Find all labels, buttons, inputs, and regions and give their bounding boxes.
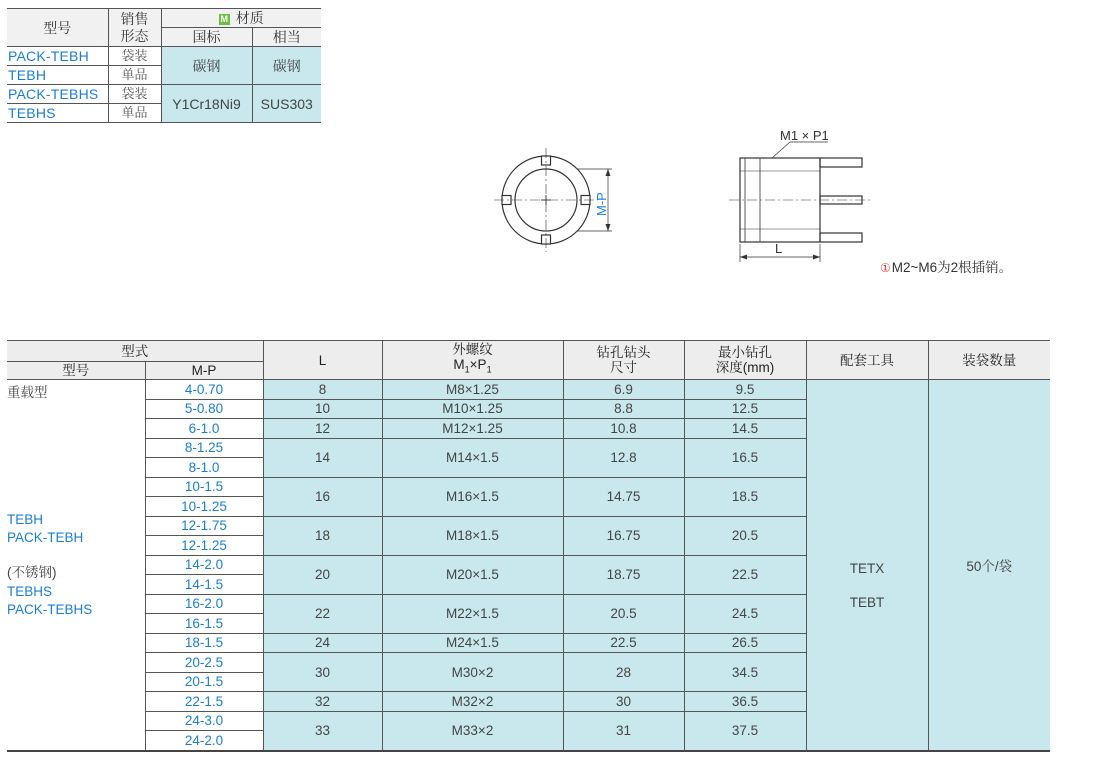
spec-table-body: [7, 380, 1050, 751]
header-mp: M-P: [145, 362, 263, 380]
mp-cell: 12-1.75: [145, 516, 263, 536]
header-sale-form: 销售 形态: [108, 9, 161, 47]
tools-cell: [806, 380, 928, 751]
l-cell: 12: [263, 419, 382, 439]
drill-cell: 16.75: [563, 516, 684, 555]
l-cell: 18: [263, 516, 382, 555]
header-type-group: 型式: [7, 341, 263, 362]
thread-cell: M32×2: [382, 692, 563, 712]
depth-cell: 34.5: [684, 653, 806, 692]
drill-cell: 12.8: [563, 438, 684, 477]
depth-cell: 18.5: [684, 477, 806, 516]
thread-cell: M10×1.25: [382, 399, 563, 419]
drill-cell: 20.5: [563, 594, 684, 633]
tool-name: TEBT: [849, 594, 885, 610]
mp-cell: 22-1.5: [145, 692, 263, 712]
drill-cell: 22.5: [563, 633, 684, 653]
mp-cell: 18-1.5: [145, 633, 263, 653]
mp-dimension-label: M-P: [594, 192, 609, 216]
thread-cell: M16×1.5: [382, 477, 563, 516]
type-label: PACK-TEBH: [7, 530, 84, 545]
l-cell: 20: [263, 555, 382, 594]
depth-cell: 9.5: [684, 380, 806, 400]
mp-cell: 10-1.5: [145, 477, 263, 497]
sale-form-cell: 袋装: [108, 85, 161, 104]
mp-cell: 6-1.0: [145, 419, 263, 439]
spec-table: [7, 340, 1050, 752]
type-column: [7, 380, 145, 751]
drill-cell: 10.8: [563, 419, 684, 439]
material-model-cell: TEBH: [7, 66, 108, 85]
l-cell: 14: [263, 438, 382, 477]
thread-cell: M22×1.5: [382, 594, 563, 633]
material-model-cell: PACK-TEBH: [7, 47, 108, 66]
material-equiv-cell: 碳钢: [252, 47, 321, 85]
thread-cell: M33×2: [382, 711, 563, 751]
thread-cell: M12×1.25: [382, 419, 563, 439]
mp-cell: 24-3.0: [145, 711, 263, 731]
header-equiv: 相当: [252, 28, 321, 47]
mp-cell: 16-2.0: [145, 594, 263, 614]
tool-name: TETX: [849, 560, 885, 576]
mp-cell: 12-1.25: [145, 536, 263, 556]
thread-cell: M20×1.5: [382, 555, 563, 594]
l-cell: 10: [263, 399, 382, 419]
type-label: TEBH: [7, 512, 44, 527]
header-tools: 配套工具: [806, 341, 928, 380]
drill-cell: 28: [563, 653, 684, 692]
thread-cell: M8×1.25: [382, 380, 563, 400]
l-cell: 33: [263, 711, 382, 751]
drill-cell: 30: [563, 692, 684, 712]
material-badge-icon: M: [220, 14, 228, 24]
mp-cell: 24-2.0: [145, 731, 263, 751]
type-label: TEBHS: [7, 584, 53, 599]
mp-cell: 8-1.0: [145, 458, 263, 478]
l-cell: 22: [263, 594, 382, 633]
mp-cell: 16-1.5: [145, 614, 263, 634]
type-label: (不锈钢): [7, 565, 57, 580]
thread-cell: M24×1.5: [382, 633, 563, 653]
header-model: 型号: [7, 9, 108, 47]
type-label: PACK-TEBHS: [7, 602, 93, 617]
mp-cell: 20-2.5: [145, 653, 263, 673]
depth-cell: 26.5: [684, 633, 806, 653]
sale-form-cell: 单品: [108, 66, 161, 85]
mp-cell: 5-0.80: [145, 399, 263, 419]
header-thread: 外螺纹 $M_1\times P_1$: [382, 341, 563, 380]
drill-cell: 8.8: [563, 399, 684, 419]
material-equiv-cell: SUS303: [252, 85, 321, 123]
sale-form-cell: 单品: [108, 104, 161, 123]
drill-cell: 18.75: [563, 555, 684, 594]
l-cell: 16: [263, 477, 382, 516]
l-cell: 32: [263, 692, 382, 712]
mp-cell: 4-0.70: [145, 380, 263, 400]
l-cell: 24: [263, 633, 382, 653]
depth-cell: 20.5: [684, 516, 806, 555]
material-model-cell: PACK-TEBHS: [7, 85, 108, 104]
header-drill: 钻孔钻头 尺寸: [563, 341, 684, 380]
technical-drawings: [0, 0, 1100, 300]
header-depth: 最小钻孔 深度(mm): [684, 341, 806, 380]
depth-cell: 16.5: [684, 438, 806, 477]
l-dimension-label: L: [775, 241, 783, 256]
depth-cell: 12.5: [684, 399, 806, 419]
depth-cell: 36.5: [684, 692, 806, 712]
header-l: L: [263, 341, 382, 380]
depth-cell: 24.5: [684, 594, 806, 633]
drill-cell: 31: [563, 711, 684, 751]
mp-cell: 10-1.25: [145, 497, 263, 517]
material-gb-cell: Y1Cr18Ni9: [161, 85, 252, 123]
material-model-cell: TEBHS: [7, 104, 108, 123]
table-row: [7, 380, 1050, 400]
depth-cell: 14.5: [684, 419, 806, 439]
header-material: M 材质: [161, 9, 321, 28]
depth-cell: 22.5: [684, 555, 806, 594]
material-gb-cell: 碳钢: [161, 47, 252, 85]
mp-cell: 14-2.0: [145, 555, 263, 575]
l-cell: 30: [263, 653, 382, 692]
l-cell: 8: [263, 380, 382, 400]
drill-cell: 14.75: [563, 477, 684, 516]
pin-note: ①M2~M6为2根插销。: [880, 260, 1013, 275]
mp-cell: 8-1.25: [145, 438, 263, 458]
m1p1-dimension-label: M1 × P1: [780, 128, 829, 143]
drill-cell: 6.9: [563, 380, 684, 400]
thread-cell: M18×1.5: [382, 516, 563, 555]
sale-form-cell: 袋装: [108, 47, 161, 66]
type-label: 重载型: [7, 385, 48, 400]
header-gb: 国标: [161, 28, 252, 47]
header-qty: 装袋数量: [928, 341, 1050, 380]
alert-icon: ①: [880, 261, 891, 275]
depth-cell: 37.5: [684, 711, 806, 751]
mp-cell: 20-1.5: [145, 672, 263, 692]
mp-cell: 14-1.5: [145, 575, 263, 595]
header-model: 型号: [7, 362, 145, 380]
side-view-drawing: [729, 142, 870, 262]
thread-cell: M30×2: [382, 653, 563, 692]
qty-cell: 50个/袋: [928, 380, 1050, 751]
thread-cell: M14×1.5: [382, 438, 563, 477]
